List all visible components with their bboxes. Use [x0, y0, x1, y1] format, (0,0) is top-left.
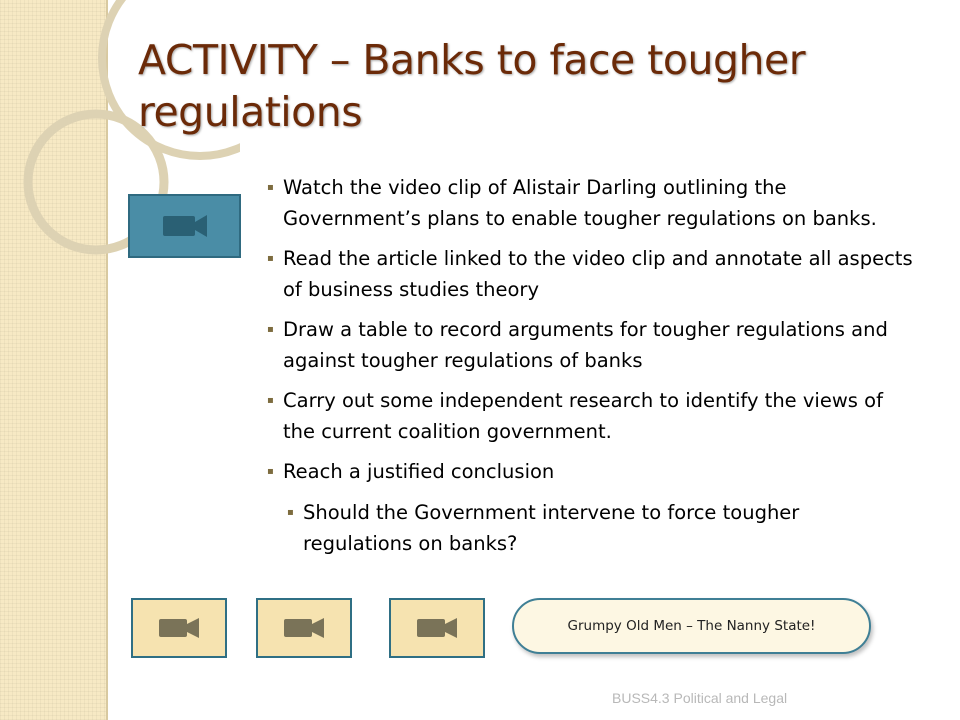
bullet-item: ▪ Carry out some independent research to identify the views of the current coalition government.: [274, 385, 914, 447]
slide-footer: BUSS4.3 Political and Legal: [612, 690, 788, 706]
activity-bullet-list: [274, 172, 914, 568]
bullet-item: ▪ Reach a justified conclusion: [274, 456, 914, 487]
video-camera-icon: [157, 616, 201, 640]
video-clip-button-1[interactable]: [131, 598, 227, 658]
video-clip-button-3[interactable]: [389, 598, 485, 658]
video-clip-button-2[interactable]: [256, 598, 352, 658]
grumpy-old-men-link-button[interactable]: Grumpy Old Men – The Nanny State!: [512, 598, 871, 654]
video-camera-icon: [161, 213, 209, 239]
bullet-item: ▪ Read the article linked to the video clip and annotate all aspects of business studies theory: [274, 243, 914, 305]
bullet-item: ▪ Draw a table to record arguments for tougher regulations and against tougher regulations of banks: [274, 314, 914, 376]
video-camera-icon: [282, 616, 326, 640]
video-clip-button[interactable]: [128, 194, 241, 258]
slide-title: ACTIVITY – Banks to face tougher regulations: [138, 36, 806, 136]
bullet-item: ▪ Watch the video clip of Alistair Darling outlining the Government’s plans to enable tougher regulations on banks.: [274, 172, 914, 234]
sub-bullet-item: ▪ Should the Government intervene to force tougher regulations on banks?: [294, 497, 914, 559]
video-camera-icon: [415, 616, 459, 640]
